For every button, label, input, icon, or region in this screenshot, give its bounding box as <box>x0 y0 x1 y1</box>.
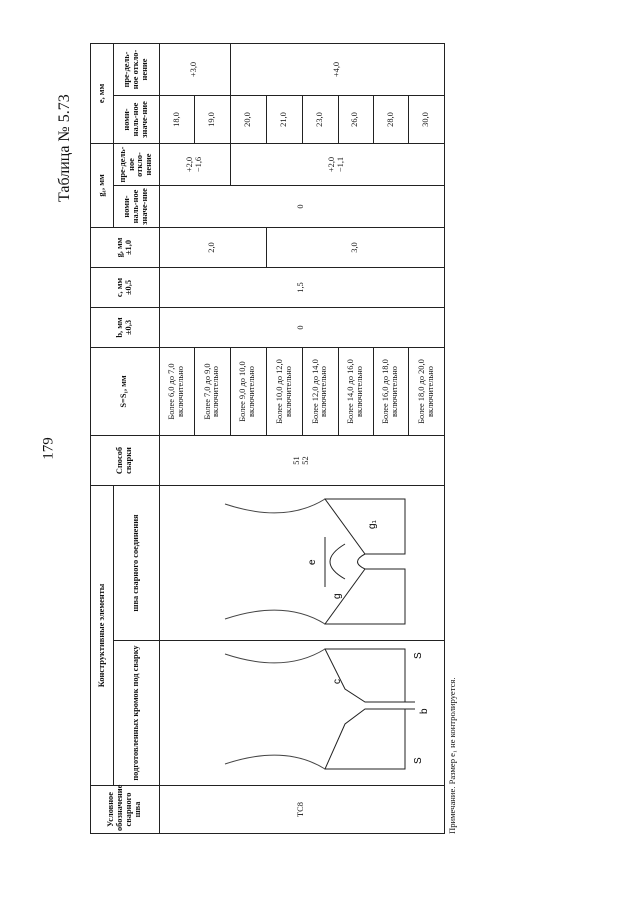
e-deviation-2: +4,0 <box>230 43 444 95</box>
thickness-range: Более 12,0 до 14,0 включительно <box>303 348 338 436</box>
welding-table <box>90 43 445 834</box>
thickness-range: Более 6,0 до 7,0 включительно <box>159 348 194 436</box>
thickness-range: Более 18,0 до 20,0 включительно <box>409 348 445 436</box>
drawing-weld <box>159 486 444 641</box>
g1-deviation-1: +2,0 −1,6 <box>159 143 230 185</box>
header-e-nominal: номи-наль-ное значе-ние <box>113 95 159 143</box>
label-s-right: S <box>413 652 425 660</box>
header-designation: Условное обозначение сварного шва <box>91 786 160 834</box>
method-51: 51 <box>292 456 302 465</box>
prepared-edges-drawing <box>165 642 435 785</box>
thickness-range: Более 7,0 до 9,0 включительно <box>195 348 230 436</box>
table-content <box>90 42 462 834</box>
header-structural-elements: Конструктивные элементы <box>91 486 114 786</box>
header-g1: g₁, мм <box>91 143 114 227</box>
label-e: e <box>307 559 319 566</box>
g-value-2: 3,0 <box>266 228 444 268</box>
drawing-prepared-edges <box>159 641 444 786</box>
header-e-deviation: пре-дель-ное откло-нение <box>113 43 159 95</box>
header-e: e, мм <box>91 43 114 143</box>
g-value-1: 2,0 <box>159 228 266 268</box>
e-deviation-1: +3,0 <box>159 43 230 95</box>
c-value: 1,5 <box>159 268 444 308</box>
e-nominal: 26,0 <box>338 95 373 143</box>
e-nominal: 21,0 <box>266 95 302 143</box>
header-thickness: S=S₁, мм <box>91 348 160 436</box>
method-52: 52 <box>300 456 310 465</box>
table-note: Примечание. Размер e₁ не контролируется. <box>447 677 457 834</box>
header-method: Способ сварки <box>91 436 160 486</box>
e-nominal: 18,0 <box>159 95 194 143</box>
e-nominal: 23,0 <box>303 95 338 143</box>
g1-deviation-2: +2,0 −1,1 <box>230 143 444 185</box>
g1-nominal-value: 0 <box>159 186 444 228</box>
header-weld: шва сварного соединения <box>113 486 159 641</box>
thickness-range: Более 9,0 до 10,0 включительно <box>230 348 266 436</box>
header-g1-nominal: номи-наль-ное значе-ние <box>113 186 159 228</box>
header-c: c, мм ±0,5 <box>91 268 160 308</box>
weld-drawing <box>165 487 435 640</box>
e-nominal: 20,0 <box>230 95 266 143</box>
designation-value: ТС8 <box>159 786 444 834</box>
e-nominal: 30,0 <box>409 95 445 143</box>
method-values <box>159 436 444 486</box>
header-b: b, мм ±0,3 <box>91 308 160 348</box>
e-nominal: 19,0 <box>195 95 230 143</box>
label-c: c <box>332 679 344 685</box>
header-g: g, мм ±1,0 <box>91 228 160 268</box>
e-nominal: 28,0 <box>374 95 409 143</box>
thickness-range: Более 14,0 до 16,0 включительно <box>338 348 373 436</box>
page-number: 179 <box>40 437 57 460</box>
label-s-left: S <box>413 757 425 765</box>
rotated-table-sheet <box>90 42 462 834</box>
thickness-range: Более 16,0 до 18,0 включительно <box>374 348 409 436</box>
thickness-range: Более 10,0 до 12,0 включительно <box>266 348 302 436</box>
label-g1: g₁ <box>367 520 379 530</box>
table-title: Таблица № 5.73 <box>56 94 73 202</box>
label-b: b <box>419 708 431 715</box>
b-value: 0 <box>159 308 444 348</box>
header-prepared-edges: подготовленных кромок под сварку <box>113 641 159 786</box>
header-g1-deviation: пре-дель-ное откло-нение <box>113 143 159 185</box>
label-g: g <box>332 593 344 600</box>
